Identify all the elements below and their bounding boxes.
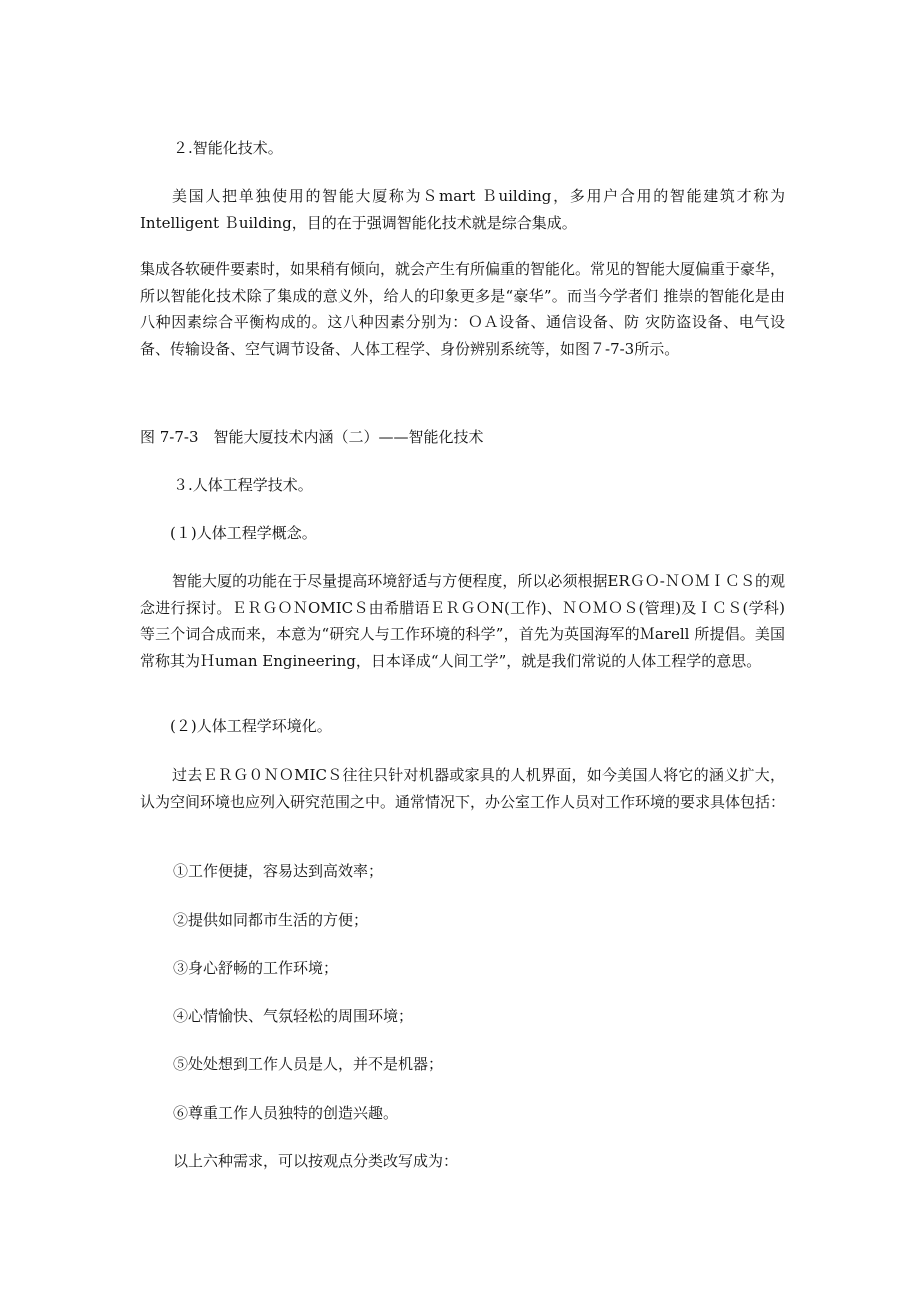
list-item: ②提供如同都市生活的方便； [173,911,369,929]
list-item: ⑥尊重工作人员独特的创造兴趣。 [173,1104,399,1122]
figure-caption: 图 7-7-3 智能大厦技术内涵（二）——智能化技术 [140,428,484,446]
section-3-1-heading: (１)人体工程学概念。 [170,524,317,542]
section-2-paragraph-2: 集成各软硬件要素时，如果稍有倾向，就会产生有所偏重的智能化。常见的智能大厦偏重于豪华，所以智能化技术除了集成的意义外，给人的印象更多是“豪华”。而当今学者们 推崇的智能化是由八种因素综合平衡构成的。这八种因素分别为：ＯＡ设备、通信设备、防 灾防盗设备、电气设备、传输设备、空气调节设备、人体工程学、身份辨别系统等，如图７-7-3所示。 [140,260,786,358]
list-item: ①工作便捷，容易达到高效率； [173,862,384,880]
list-item: ③身心舒畅的工作环境； [173,959,339,977]
section-3-1-paragraph: 智能大厦的功能在于尽量提高环境舒适与方便程度，所以必须根据ERＧＯ-ＮＯＭＩＣＳ的观念进行探讨。ＥＲＧＯＮOMICＳ由希腊语ＥＲＧＯN(工作)、ＮＯＭＯＳ(管理)及ＩＣＳ(学科)等三个词合成而来，本意为“研究人与工作环境的科学”，首先为英国海军的Ｍarell 所提倡。美国常称其为Ｈuman Engineering，日本译成“人间工学”，就是我们常说的人体工程学的意思。 [140,572,785,670]
section-3-2-heading: (２)人体工程学环境化。 [170,717,332,735]
section-3-heading: ３.人体工程学技术。 [173,476,313,494]
section-2-paragraph-1: 美国人把单独使用的智能大厦称为Ｓmart Ｂuilding，多用户合用的智能建筑才称为Intelligent Ｂuilding，目的在于强调智能化技术就是综合集成。 [140,187,785,232]
section-3-2-paragraph: 过去ＥＲＧ０ＮＯMICＳ往往只针对机器或家具的人机界面，如今美国人将它的涵义扩大，认为空间环境也应列入研究范围之中。通常情况下，办公室工作人员对工作环境的要求具体包括： [140,766,786,811]
list-item: ④心情愉快、气氛轻松的周围环境； [173,1007,414,1025]
section-2-heading: ２.智能化技术。 [173,139,283,157]
closing-sentence: 以上六种需求，可以按观点分类改写成为： [173,1152,459,1170]
list-item: ⑤处处想到工作人员是人，并不是机器； [173,1055,444,1073]
